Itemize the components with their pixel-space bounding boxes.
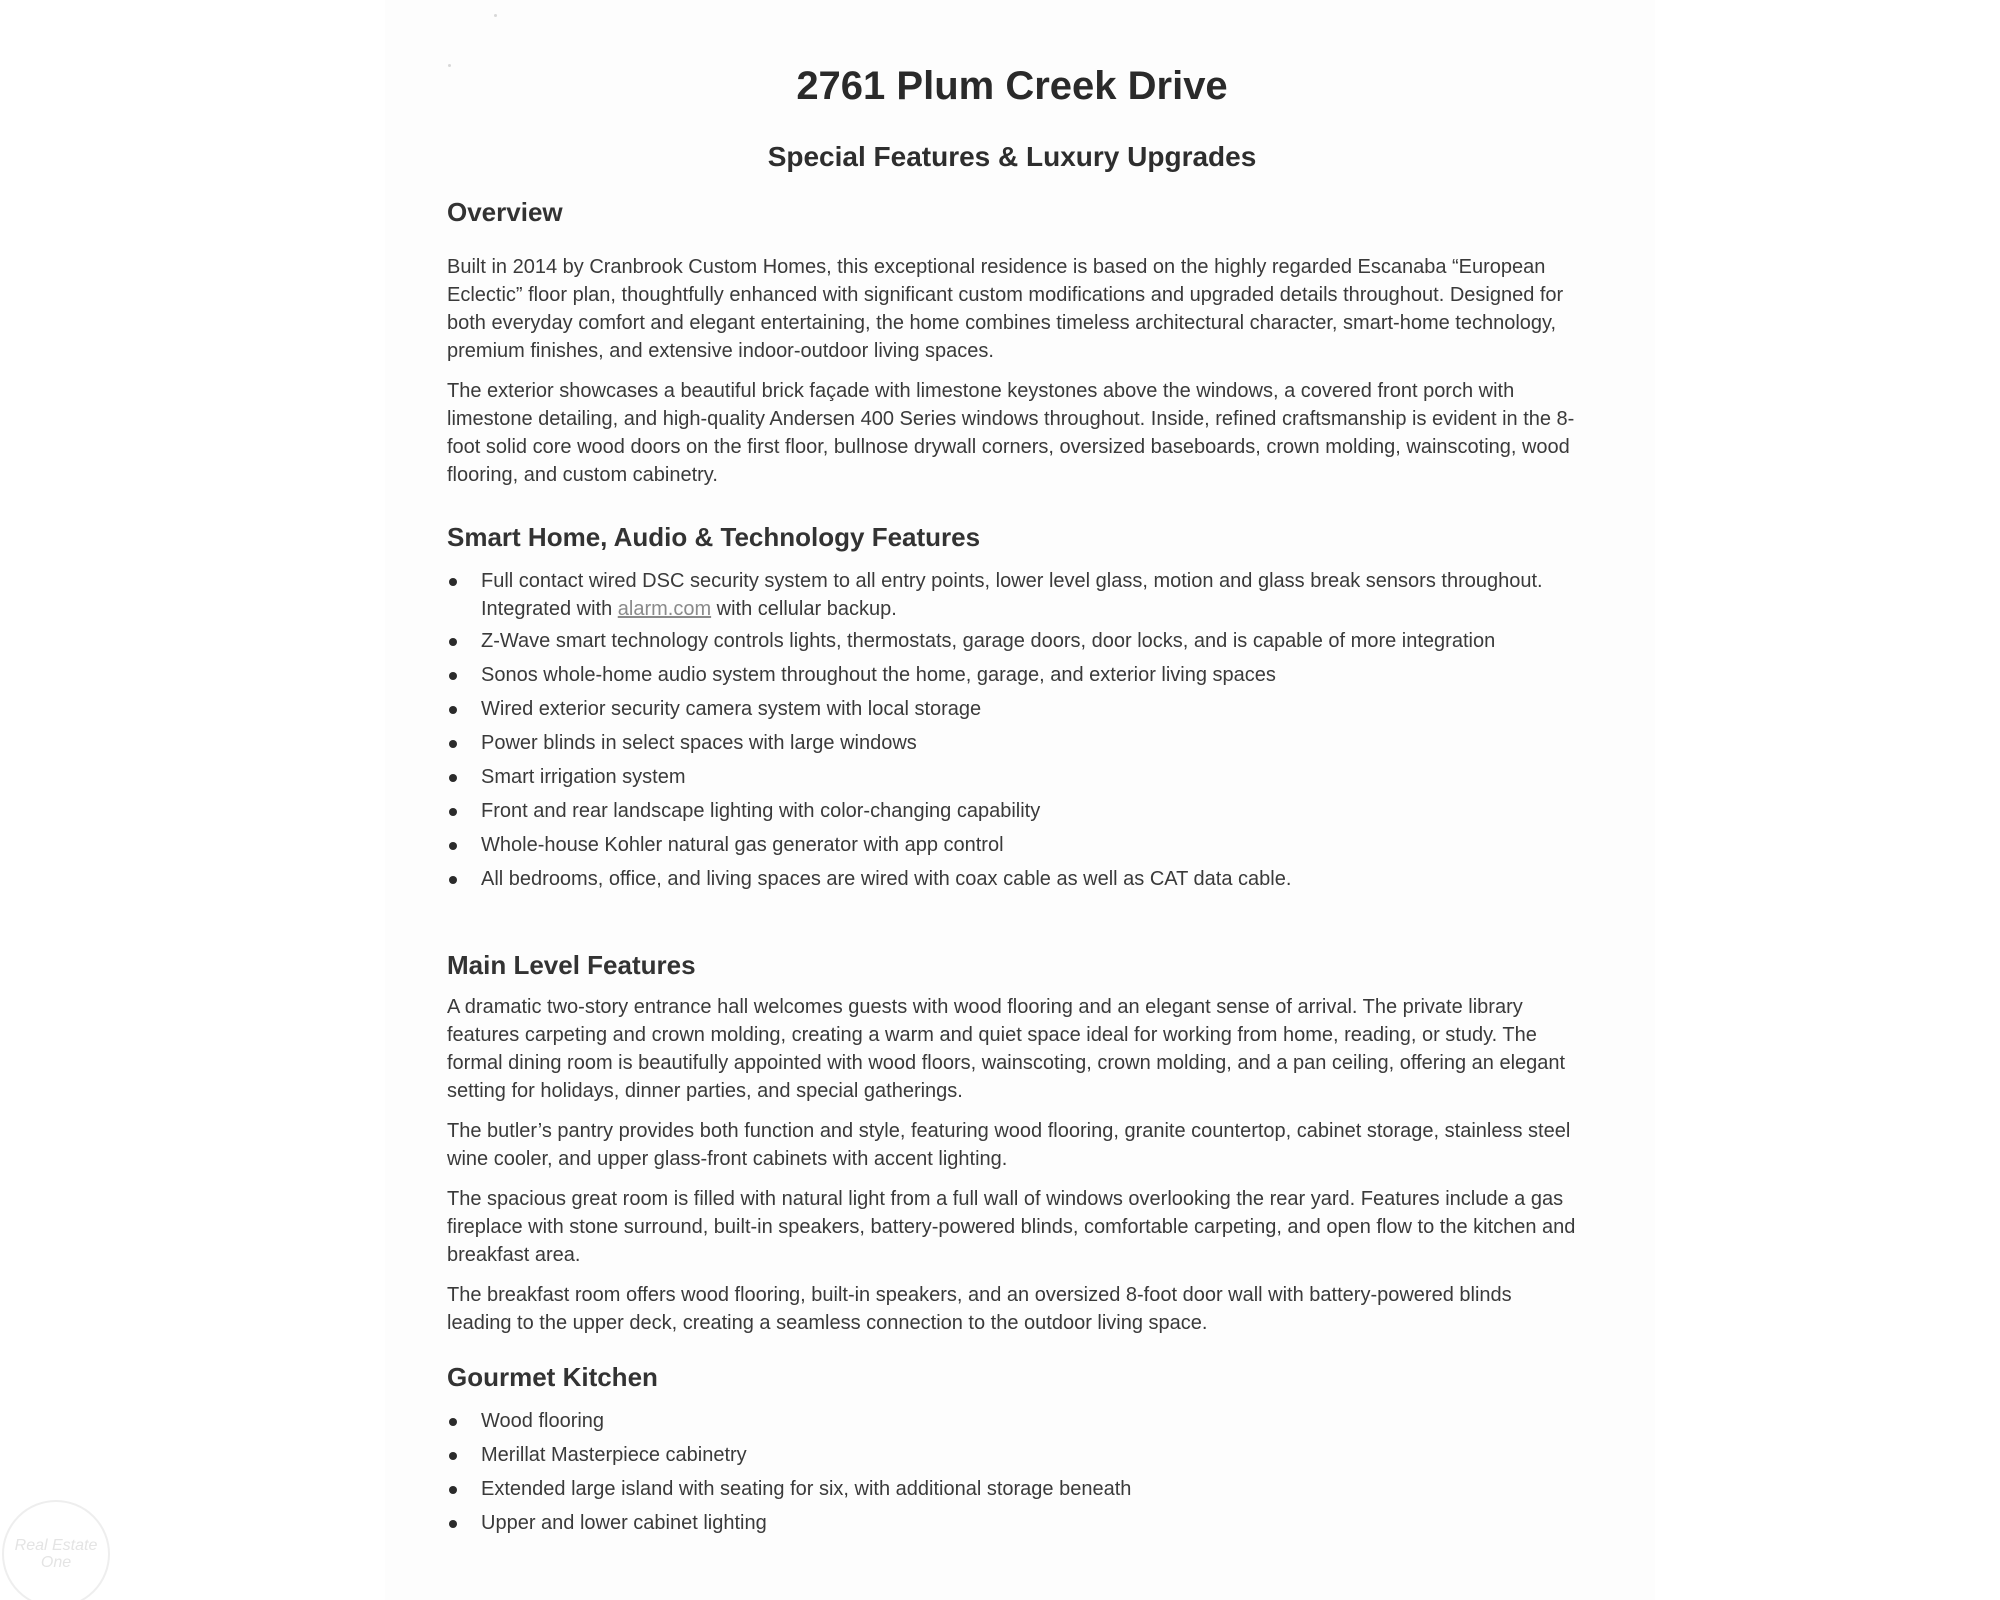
list-item: Z-Wave smart technology controls lights, thermostats, garage doors, door locks, and is capable of more integration (447, 627, 1577, 655)
watermark-logo: Real Estate One (2, 1500, 110, 1600)
kitchen-list (447, 1407, 1577, 1537)
list-item-text: Full contact wired DSC security system to all entry points, lower level glass, motion and glass break sensors throughout. Integrated with (481, 570, 1543, 620)
document-page (385, 0, 1655, 1600)
main-level-heading: Main Level Features (447, 950, 696, 980)
list-item (447, 567, 1577, 623)
scan-speck (494, 14, 497, 17)
list-item: Merillat Masterpiece cabinetry (447, 1441, 1577, 1469)
list-item: Power blinds in select spaces with large windows (447, 729, 1577, 757)
overview-paragraph: Built in 2014 by Cranbrook Custom Homes, this exceptional residence is based on the highly regarded Escanaba “European Eclectic” floor plan, thoughtfully enhanced with significant custom modifications and upgraded details throughout. Designed for both everyday comfort and elegant entertaining, the home combines timeless architectural character, smart-home technology, premium finishes, and extensive indoor-outdoor living spaces. (447, 256, 1564, 362)
smart-home-section (447, 522, 1577, 893)
kitchen-heading: Gourmet Kitchen (447, 1362, 658, 1392)
list-item: Upper and lower cabinet lighting (447, 1509, 1577, 1537)
list-item-text: with cellular backup. (711, 598, 897, 620)
overview-section (447, 197, 1577, 489)
list-item: All bedrooms, office, and living spaces are wired with coax cable as well as CAT data cable. (447, 865, 1577, 893)
list-item: Wired exterior security camera system with local storage (447, 695, 1577, 723)
main-level-paragraph: The spacious great room is filled with natural light from a full wall of windows overlooking the rear yard. Features include a gas fireplace with stone surround, built-in speakers, battery-powered blinds, comfortable carpeting, and open flow to the kitchen and breakfast area. (447, 1188, 1576, 1266)
scan-speck (448, 64, 451, 67)
list-item: Sonos whole-home audio system throughout the home, garage, and exterior living spaces (447, 661, 1577, 689)
document-title: 2761 Plum Creek Drive (796, 64, 1228, 108)
list-item: Wood flooring (447, 1407, 1577, 1435)
main-level-paragraph: The butler’s pantry provides both function and style, featuring wood flooring, granite countertop, cabinet storage, stainless steel wine cooler, and upper glass-front cabinets with accent lighting. (447, 1120, 1571, 1170)
smart-home-list (447, 567, 1577, 893)
overview-heading: Overview (447, 197, 563, 227)
list-item: Smart irrigation system (447, 763, 1577, 791)
main-level-paragraph: The breakfast room offers wood flooring, built-in speakers, and an oversized 8-foot door wall with battery-powered blinds leading to the upper deck, creating a seamless connection to the outdoor living space. (447, 1284, 1512, 1334)
document-subtitle: Special Features & Luxury Upgrades (767, 141, 1257, 172)
list-item: Whole-house Kohler natural gas generator with app control (447, 831, 1577, 859)
smart-home-heading: Smart Home, Audio & Technology Features (447, 522, 981, 552)
main-level-section (447, 950, 1577, 1337)
overview-paragraph: The exterior showcases a beautiful brick façade with limestone keystones above the windows, a covered front porch with limestone detailing, and high-quality Andersen 400 Series windows throughout. Inside, refined craftsmanship is evident in the 8-foot solid core wood doors on the first floor, bullnose drywall corners, oversized baseboards, crown molding, wainscoting, wood flooring, and custom cabinetry. (447, 380, 1575, 486)
list-item: Extended large island with seating for six, with additional storage beneath (447, 1475, 1577, 1503)
list-item: Front and rear landscape lighting with color-changing capability (447, 797, 1577, 825)
kitchen-section (447, 1362, 1577, 1537)
alarm-link[interactable]: alarm.com (617, 598, 712, 620)
main-level-paragraph: A dramatic two-story entrance hall welcomes guests with wood flooring and an elegant sense of arrival. The private library features carpeting and crown molding, creating a warm and quiet space ideal for working from home, reading, or study. The formal dining room is beautifully appointed with wood floors, wainscoting, crown molding, and a pan ceiling, offering an elegant setting for holidays, dinner parties, and special gatherings. (447, 996, 1566, 1102)
